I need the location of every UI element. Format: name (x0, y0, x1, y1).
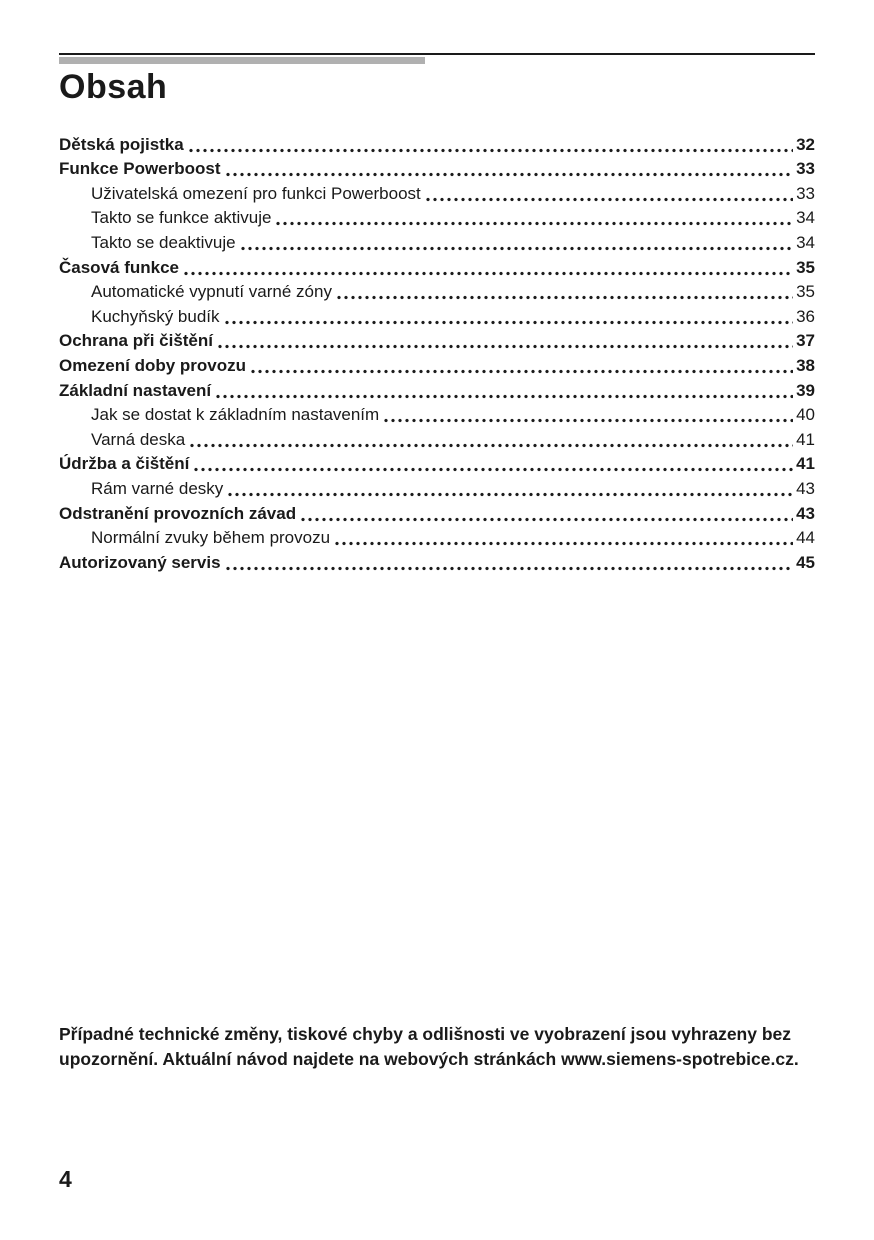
toc-dot-leader (251, 369, 793, 374)
toc-entry[interactable] (59, 279, 815, 304)
toc-entry-label: Omezení doby provozu (59, 355, 247, 375)
toc-dot-leader (384, 418, 793, 423)
toc-entry-label: Dětská pojistka (59, 134, 184, 154)
toc-dot-leader (216, 394, 793, 399)
toc-entry-page: 44 (796, 528, 815, 548)
toc-entry-label: Uživatelská omezení pro funkci Powerboost (91, 183, 421, 203)
table-of-contents (59, 131, 815, 574)
toc-entry[interactable] (59, 525, 815, 550)
toc-entry[interactable] (59, 303, 815, 328)
accent-bar (59, 57, 425, 64)
toc-entry-label: Varná deska (91, 429, 186, 449)
toc-entry-label: Takto se funkce aktivuje (91, 208, 272, 228)
toc-dot-leader (194, 467, 793, 472)
toc-entry-label: Údržba a čištění (59, 454, 190, 474)
toc-entry-label: Ochrana při čištění (59, 331, 213, 351)
toc-entry[interactable] (59, 328, 815, 353)
toc-dot-leader (226, 566, 794, 571)
toc-entry-label: Takto se deaktivuje (91, 232, 236, 252)
toc-entry-label: Jak se dostat k základním nastavením (91, 405, 380, 425)
toc-entry-page: 37 (796, 331, 815, 351)
toc-dot-leader (228, 492, 793, 497)
toc-entry-page: 34 (796, 208, 815, 228)
page-number: 4 (59, 1166, 72, 1192)
footer-note: Případné technické změny, tiskové chyby a odlišnosti ve vyobrazení jsou vyhrazeny bez upozornění. Aktuální návod najdete na webových stránkách www.siemens-spotrebice.cz. (59, 1024, 799, 1069)
toc-entry-label: Rám varné desky (91, 478, 224, 498)
toc-entry[interactable] (59, 229, 815, 254)
toc-entry-label: Autorizovaný servis (59, 552, 221, 572)
toc-entry-label: Odstranění provozních závad (59, 503, 297, 523)
toc-dot-leader (335, 541, 793, 546)
toc-entry-page: 41 (796, 429, 815, 449)
toc-dot-leader (189, 148, 793, 153)
toc-entry-page: 36 (796, 306, 815, 326)
toc-entry-page: 39 (796, 380, 815, 400)
toc-entry-label: Funkce Powerboost (59, 159, 221, 179)
toc-entry-page: 38 (796, 355, 815, 375)
toc-entry-label: Časová funkce (59, 257, 179, 277)
page-title: Obsah (59, 68, 168, 106)
toc-entry-page: 43 (796, 503, 815, 523)
toc-dot-leader (276, 221, 793, 226)
toc-entry[interactable] (59, 205, 815, 230)
toc-entry-page: 34 (796, 232, 815, 252)
toc-entry-page: 35 (796, 282, 815, 302)
toc-entry-label: Kuchyňský budík (91, 306, 220, 326)
toc-entry[interactable] (59, 500, 815, 525)
toc-dot-leader (241, 246, 793, 251)
toc-entry-page: 32 (796, 134, 815, 154)
toc-entry[interactable] (59, 475, 815, 500)
toc-entry[interactable] (59, 156, 815, 181)
toc-entry-page: 33 (796, 183, 815, 203)
toc-entry-label: Automatické vypnutí varné zóny (91, 282, 332, 302)
toc-entry-page: 43 (796, 478, 815, 498)
toc-entry-label: Normální zvuky během provozu (91, 528, 331, 548)
toc-dot-leader (184, 271, 793, 276)
toc-entry[interactable] (59, 131, 815, 156)
toc-entry-page: 35 (796, 257, 815, 277)
toc-entry[interactable] (59, 451, 815, 476)
toc-entry[interactable] (59, 254, 815, 279)
toc-entry-page: 41 (796, 454, 815, 474)
toc-dot-leader (301, 517, 793, 522)
toc-entry-page: 40 (796, 405, 815, 425)
toc-entry[interactable] (59, 377, 815, 402)
toc-entry[interactable] (59, 180, 815, 205)
toc-entry-page: 33 (796, 159, 815, 179)
toc-entry[interactable] (59, 402, 815, 427)
toc-entry[interactable] (59, 426, 815, 451)
toc-entry[interactable] (59, 352, 815, 377)
toc-dot-leader (190, 443, 793, 448)
toc-dot-leader (426, 197, 793, 202)
toc-entry-page: 45 (796, 552, 815, 572)
toc-entry[interactable] (59, 549, 815, 574)
toc-dot-leader (337, 295, 793, 300)
toc-dot-leader (226, 172, 794, 177)
toc-dot-leader (225, 320, 794, 325)
toc-dot-leader (218, 344, 793, 349)
toc-entry-label: Základní nastavení (59, 380, 212, 400)
top-rule (59, 53, 815, 55)
